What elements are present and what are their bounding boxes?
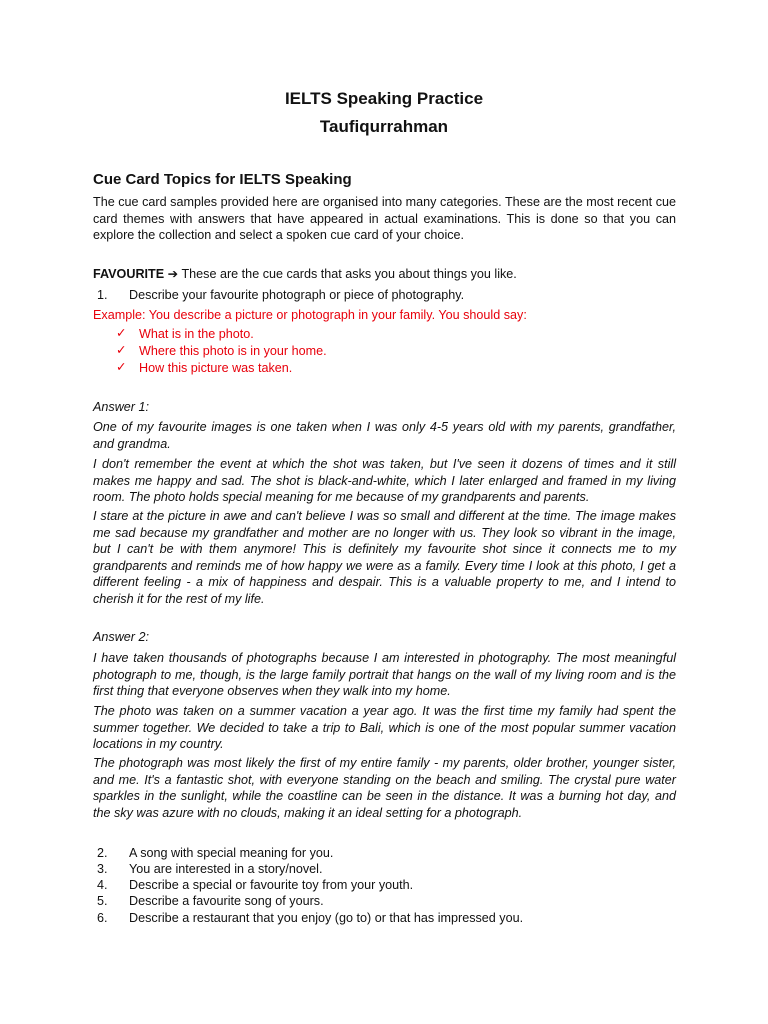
checkmark-icon: ✓ — [116, 360, 127, 374]
favourite-line — [93, 266, 517, 282]
list-item-text: Describe a restaurant that you enjoy (go to) or that has impressed you. — [129, 911, 524, 925]
answer2-paragraph: I have taken thousands of photographs because I am interested in photography. The most meaningful photograph to me, though, is the large family portrait that hangs on the wall of my living room and is the first thing that everyone observes when they walk into my home. — [93, 651, 676, 699]
checkmark-icon: ✓ — [116, 326, 127, 340]
list-item-number: 3. — [97, 862, 108, 876]
example-line: Example: You describe a picture or photograph in your family. You should say: — [93, 308, 527, 322]
answer1-label: Answer 1: — [93, 400, 149, 414]
list-item-number: 5. — [97, 894, 108, 908]
document-title: IELTS Speaking Practice — [284, 89, 484, 108]
answer1-paragraph: One of my favourite images is one taken when I was only 4-5 years old with my parents, grandfather, and grandma. — [93, 420, 676, 451]
answer1-paragraph: I don't remember the event at which the shot was taken, but I've seen it dozens of times and it still makes me happy and sad. The shot is black-and-white, which I later enlarged and framed in my living room. The photo holds special meaning for me because of my grandparents and parents. — [93, 457, 676, 505]
answer1-paragraph: I stare at the picture in awe and can't believe I was so small and different at the time. The image makes me sad because my grandfather and mother are no longer with us. They look so vibrant in the image, but I can't be with them anymore! This is definitely my favourite shot since it connects me to my grandparents and reminds me of how happy we were as a family. Every time I look at this photo, I get a different feeling - a mix of happiness and despair. This is a valuable property to me, and I intend to cherish it for the rest of my life. — [93, 509, 676, 606]
answer2-paragraph: The photograph was most likely the first of my entire family - my parents, older brother, younger sister, and me. It's a fantastic shot, with everyone standing on the beach and smiling. The crystal pure water sparkles in the sunlight, while the coastline can be seen in the distance. It was a burning hot day, and the sky was azure with no clouds, making it an ideal setting for a photograph. — [93, 756, 676, 820]
list-item-text: You are interested in a story/novel. — [129, 862, 323, 876]
list-item-text: Describe a special or favourite toy from your youth. — [129, 878, 414, 892]
check-item: How this picture was taken. — [139, 361, 293, 375]
answer2-paragraph: The photo was taken on a summer vacation a year ago. It was the first time my family had spent the summer together. We decided to take a trip to Bali, which is one of the most popular summer vacation locations in my country. — [93, 704, 676, 752]
list-item-number: 4. — [97, 878, 108, 892]
check-item: What is in the photo. — [139, 327, 254, 341]
favourite-text: These are the cue cards that asks you about things you like. — [181, 267, 517, 281]
checkmark-icon: ✓ — [116, 343, 127, 357]
arrow-icon: ➔ — [167, 267, 179, 281]
list-item-number: 2. — [97, 846, 108, 860]
list-item-text: A song with special meaning for you. — [129, 846, 334, 860]
document-author: Taufiqurrahman — [319, 117, 449, 136]
list-item-text: Describe your favourite photograph or piece of photography. — [129, 288, 465, 302]
intro-paragraph: The cue card samples provided here are organised into many categories. These are the most recent cue card themes with answers that have appeared in actual examinations. This is done so that you can explore the collection and select a spoken cue card of your choice. — [93, 195, 676, 243]
list-item-text: Describe a favourite song of yours. — [129, 894, 324, 908]
check-item: Where this photo is in your home. — [139, 344, 327, 358]
list-item-number: 1. — [97, 288, 108, 302]
answer2-label: Answer 2: — [93, 630, 149, 644]
section-heading: Cue Card Topics for IELTS Speaking — [93, 171, 352, 188]
favourite-label: FAVOURITE — [93, 267, 165, 281]
list-item-number: 6. — [97, 911, 108, 925]
